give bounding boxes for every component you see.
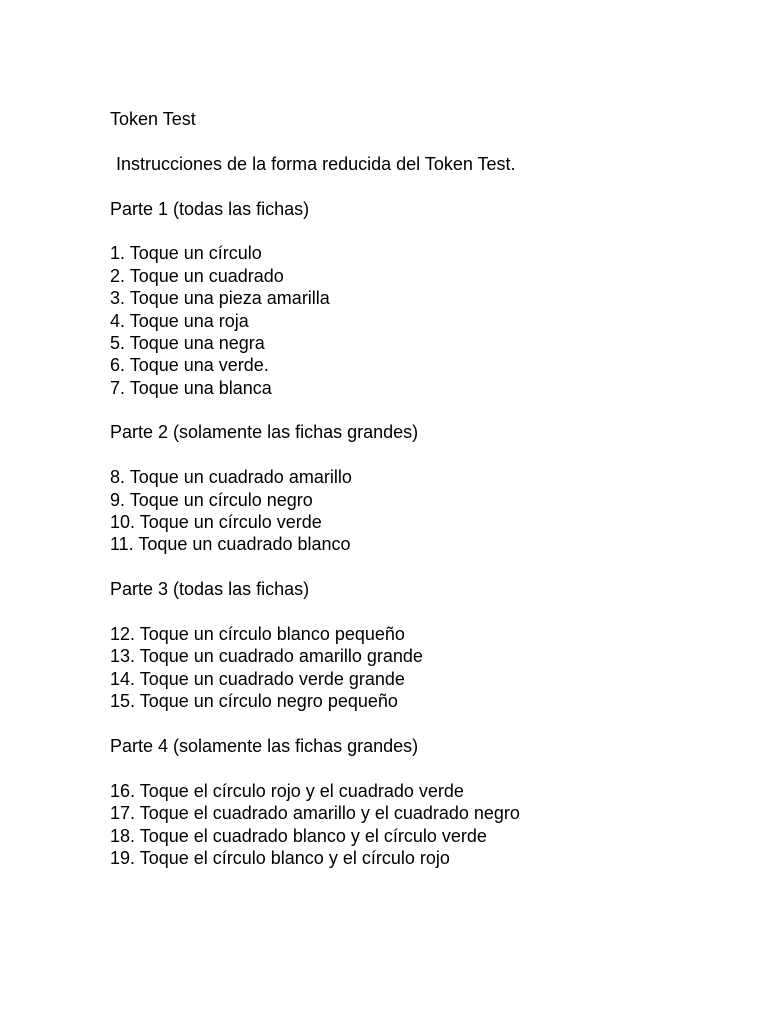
list-item: 7. Toque una blanca <box>110 377 272 398</box>
list-item: 6. Toque una verde. <box>110 355 269 376</box>
section-heading-2: Parte 2 (solamente las fichas grandes) <box>110 422 419 443</box>
spacer <box>110 601 730 623</box>
list-item: 3. Toque una pieza amarilla <box>110 288 330 309</box>
list-item: 16. Toque el círculo rojo y el cuadrado verde <box>110 780 464 801</box>
list-item: 12. Toque un círculo blanco pequeño <box>110 623 405 644</box>
list-item: 13. Toque un cuadrado amarillo grande <box>110 646 423 667</box>
document-subtitle: Instrucciones de la forma reducida del Token Test. <box>116 153 516 174</box>
spacer <box>110 556 730 578</box>
list-item: 14. Toque un cuadrado verde grande <box>110 668 405 689</box>
list-item: 10. Toque un círculo verde <box>110 512 322 533</box>
list-item: 17. Toque el cuadrado amarillo y el cuadrado negro <box>110 803 520 824</box>
spacer <box>110 444 730 466</box>
list-item: 1. Toque un círculo <box>110 243 262 264</box>
spacer <box>110 399 730 421</box>
spacer <box>110 130 730 152</box>
list-item: 15. Toque un círculo negro pequeño <box>110 691 398 712</box>
list-item: 4. Toque una roja <box>110 310 249 331</box>
list-item: 18. Toque el cuadrado blanco y el círculo verde <box>110 825 487 846</box>
document-content <box>110 108 730 869</box>
list-item: 5. Toque una negra <box>110 332 265 353</box>
section-heading-1: Parte 1 (todas las fichas) <box>110 198 310 219</box>
spacer <box>110 220 730 242</box>
list-item: 8. Toque un cuadrado amarillo <box>110 467 352 488</box>
section-heading-4: Parte 4 (solamente las fichas grandes) <box>110 735 419 756</box>
spacer <box>110 175 730 197</box>
document-title: Token Test <box>110 109 196 129</box>
section-heading-3: Parte 3 (todas las fichas) <box>110 579 310 600</box>
spacer <box>110 757 730 779</box>
list-item: 11. Toque un cuadrado blanco <box>110 534 351 555</box>
list-item: 9. Toque un círculo negro <box>110 489 313 510</box>
list-item: 19. Toque el círculo blanco y el círculo rojo <box>110 847 450 868</box>
list-item: 2. Toque un cuadrado <box>110 265 284 286</box>
spacer <box>110 713 730 735</box>
